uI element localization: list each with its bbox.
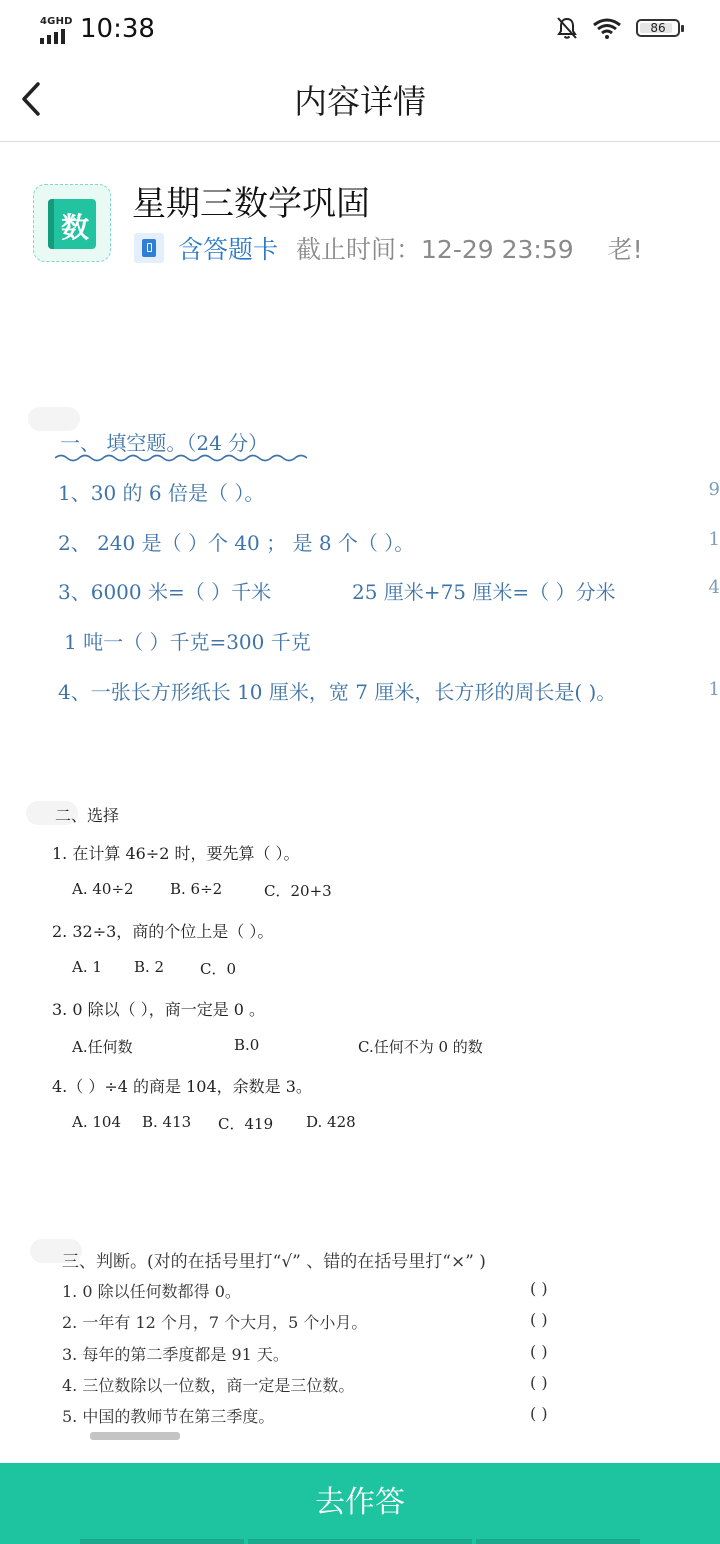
wifi-icon [592,17,622,39]
fill-blank-section [0,393,720,753]
question-text: 2、 240 是（ ）个 40 ； 是 8 个（ ）。 [58,531,415,555]
wavy-underline [55,453,307,463]
statement-text: 5. 中国的教师节在第三季度。 [62,1407,275,1426]
start-answer-label: 去作答 [315,1485,405,1520]
option-text: A. 104 [72,1113,121,1131]
divider [248,1539,472,1544]
question-text: 1. 在计算 46÷2 时，要先算（ ）。 [52,844,300,863]
question-text: 1、30 的 6 倍是（ ）。 [58,481,265,505]
cropped-text: 9 [708,479,720,500]
option-text: A. 1 [72,958,102,976]
option-text: B. 413 [142,1113,192,1131]
answer-paren: ( ) [530,1279,548,1298]
status-bar [0,0,720,56]
statement-text: 3. 每年的第二季度都是 91 天。 [62,1345,289,1364]
question-text: 25 厘米+75 厘米=（ ）分米 [352,580,616,604]
option-text: C．20+3 [264,882,332,900]
divider [80,1539,244,1544]
cropped-text: 1 [708,529,720,550]
battery-level: 86 [650,21,666,35]
battery-indicator [636,19,680,37]
question-text: 2. 32÷3，商的个位上是（ ）。 [52,922,274,941]
cropped-line [90,1432,180,1440]
bell-muted-icon [556,16,578,40]
network-type: 4GHD [40,16,73,27]
teacher-text: 老! [607,235,643,264]
assignment-title: 星期三数学巩固 [132,184,370,224]
question-text: 1 吨一（ ）千克=300 千克 [64,630,311,654]
answer-card-icon [134,233,164,263]
page-title: 内容详情 [294,82,426,121]
divider [476,1539,640,1544]
subject-badge: 数 [60,211,89,244]
clock: 10:38 [80,14,155,44]
signal-icon [40,18,74,44]
choice-section [0,793,720,1153]
answer-card-link[interactable]: 含答题卡 [178,235,279,264]
answer-paren: ( ) [530,1310,548,1329]
question-text: 3. 0 除以（ ），商一定是 0 。 [52,1000,266,1019]
worksheet-image [0,293,720,1463]
start-answer-button[interactable] [0,1463,720,1544]
option-text: B.0 [234,1036,260,1054]
option-text: A. 40÷2 [72,880,134,898]
question-text: 3、6000 米=（ ）千米 [58,580,272,604]
option-text: A.任何数 [72,1038,133,1056]
cropped-text: 4 [708,577,720,598]
question-text: 4、一张长方形纸长 10 厘米，宽 7 厘米，长方形的周长是( )。 [58,680,617,704]
assignment-meta [134,228,672,268]
option-text: C.任何不为 0 的数 [358,1038,483,1056]
section-title: 三、判断。(对的在括号里打“√” 、错的在括号里打“×” ) [62,1252,486,1272]
statement-text: 1. 0 除以任何数都得 0。 [62,1282,241,1301]
math-subject-icon [33,184,111,262]
deadline-text: 截止时间：12-29 23:59 [296,235,574,264]
section-title: 二、选择 [55,806,120,825]
section-title: 一、 填空题。（24 分） [60,431,269,455]
option-text: D. 428 [306,1113,356,1131]
question-text: 4.（ ）÷4 的商是 104，余数是 3。 [52,1077,312,1096]
option-text: C．419 [218,1115,274,1133]
answer-paren: ( ) [530,1404,548,1423]
answer-paren: ( ) [530,1342,548,1361]
assignment-header [0,143,720,293]
statement-text: 4. 三位数除以一位数，商一定是三位数。 [62,1376,355,1395]
option-text: B. 2 [134,958,165,976]
nav-bar [0,56,720,142]
option-text: B. 6÷2 [170,880,223,898]
judge-section [0,1239,720,1463]
answer-paren: ( ) [530,1373,548,1392]
option-text: C．0 [200,960,237,978]
cropped-text: 1 [708,679,720,700]
statement-text: 2. 一年有 12 个月，7 个大月，5 个小月。 [62,1313,368,1332]
